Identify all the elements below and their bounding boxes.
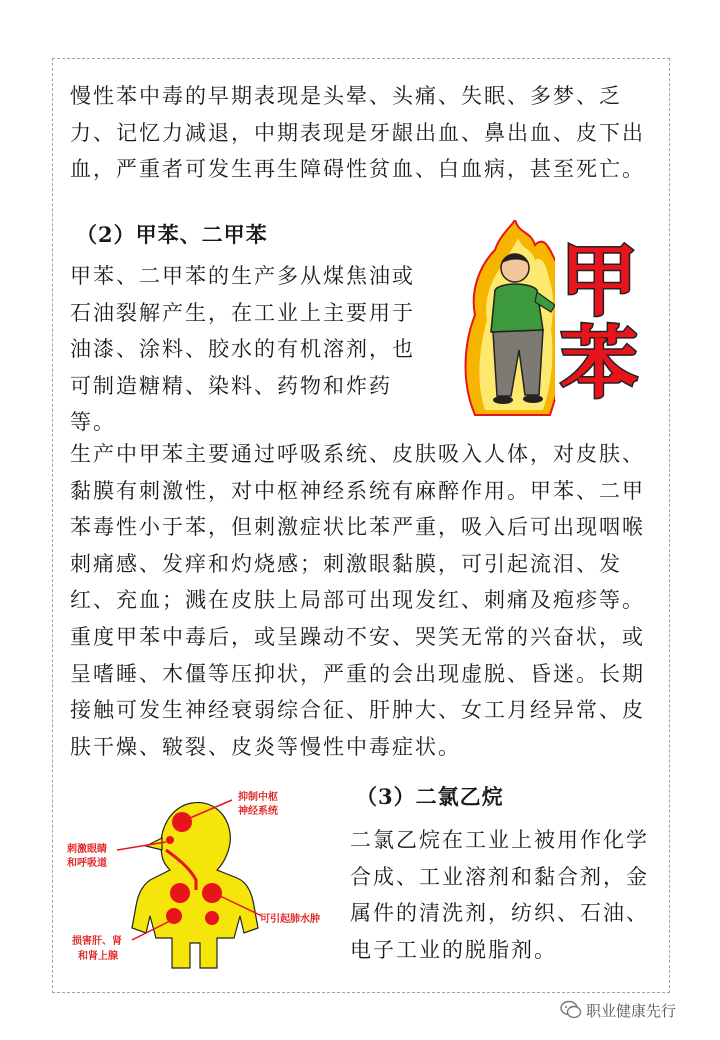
big-char-jia: 甲 bbox=[559, 237, 639, 327]
man-shoe-left-shape bbox=[493, 396, 513, 404]
organ-lung-right-shape bbox=[202, 883, 222, 903]
paragraph-dichloroethane-intro: 二氯乙烷在工业上被用作化学合成、工业溶剂和黏合剂，金属件的清洗剂，纺织、石油、电子工业的脱脂剂。 bbox=[350, 828, 649, 962]
label-cns-2: 神经系统 bbox=[238, 806, 278, 817]
big-char-ben: 苯 bbox=[559, 319, 639, 409]
man-shoe-right-shape bbox=[523, 395, 543, 403]
paragraph-benzene-chronic: 慢性苯中毒的早期表现是头晕、头痛、失眠、多梦、乏力、记忆力减退，中期表现是牙龈出血、鼻出血、皮下出血，严重者可发生再生障碍性贫血、白血病，甚至死亡。 bbox=[70, 84, 645, 182]
paragraph-toluene-intro: 甲苯、二甲苯的生产多从煤焦油或石油裂解产生，在工业上主要用于油漆、涂料、胶水的有机溶剂，也可制造糖精、染料、药物和炸药等。 bbox=[70, 264, 415, 435]
organ-eye-shape bbox=[166, 836, 174, 844]
watermark bbox=[560, 998, 676, 1022]
paragraph-toluene-effects: 生产中甲苯主要通过呼吸系统、皮肤吸入人体，对皮肤、黏膜有刺激性，对中枢神经系统有麻醉作用。甲苯、二甲苯毒性小于苯，但刺激症状比苯严重，吸入后可出现咽喉刺痛感、发痒和灼烧感；刺激眼黏膜，可引起流泪、发红、充血；溅在皮肤上局部可出现发红、刺痛及疱疹等。重度甲苯中毒后，或呈躁动不安、哭笑无常的兴奋状，或呈嗜睡、木僵等压抑状，严重的会出现虚脱、昏迷。长期接触可发生神经衰弱综合征、肝肿大、女工月经异常、皮肤干燥、皲裂、皮炎等慢性中毒症状。 bbox=[70, 442, 645, 759]
label-eyes-2: 和呼吸道 bbox=[67, 858, 107, 869]
watermark-text: 职业健康先行 bbox=[586, 1001, 677, 1020]
body-effects-illustration bbox=[62, 778, 342, 973]
heading-dichloroethane: （3）二氯乙烷 bbox=[356, 784, 504, 809]
label-edema: 可引起肺水肿 bbox=[260, 914, 320, 925]
label-liver-2: 和肾上腺 bbox=[78, 951, 118, 962]
man-shirt-shape bbox=[491, 284, 543, 332]
label-cns: 抑制中枢 bbox=[238, 792, 278, 803]
organ-kidney-shape bbox=[205, 911, 219, 925]
toluene-illustration bbox=[455, 220, 650, 420]
organ-brain-shape bbox=[172, 812, 192, 832]
organ-lung-left-shape bbox=[170, 883, 190, 903]
label-liver: 损害肝、肾 bbox=[72, 936, 122, 947]
label-eyes: 刺激眼睛 bbox=[67, 844, 107, 855]
heading-toluene: （2）甲苯、二甲苯 bbox=[76, 222, 268, 247]
wechat-icon bbox=[560, 1000, 582, 1020]
